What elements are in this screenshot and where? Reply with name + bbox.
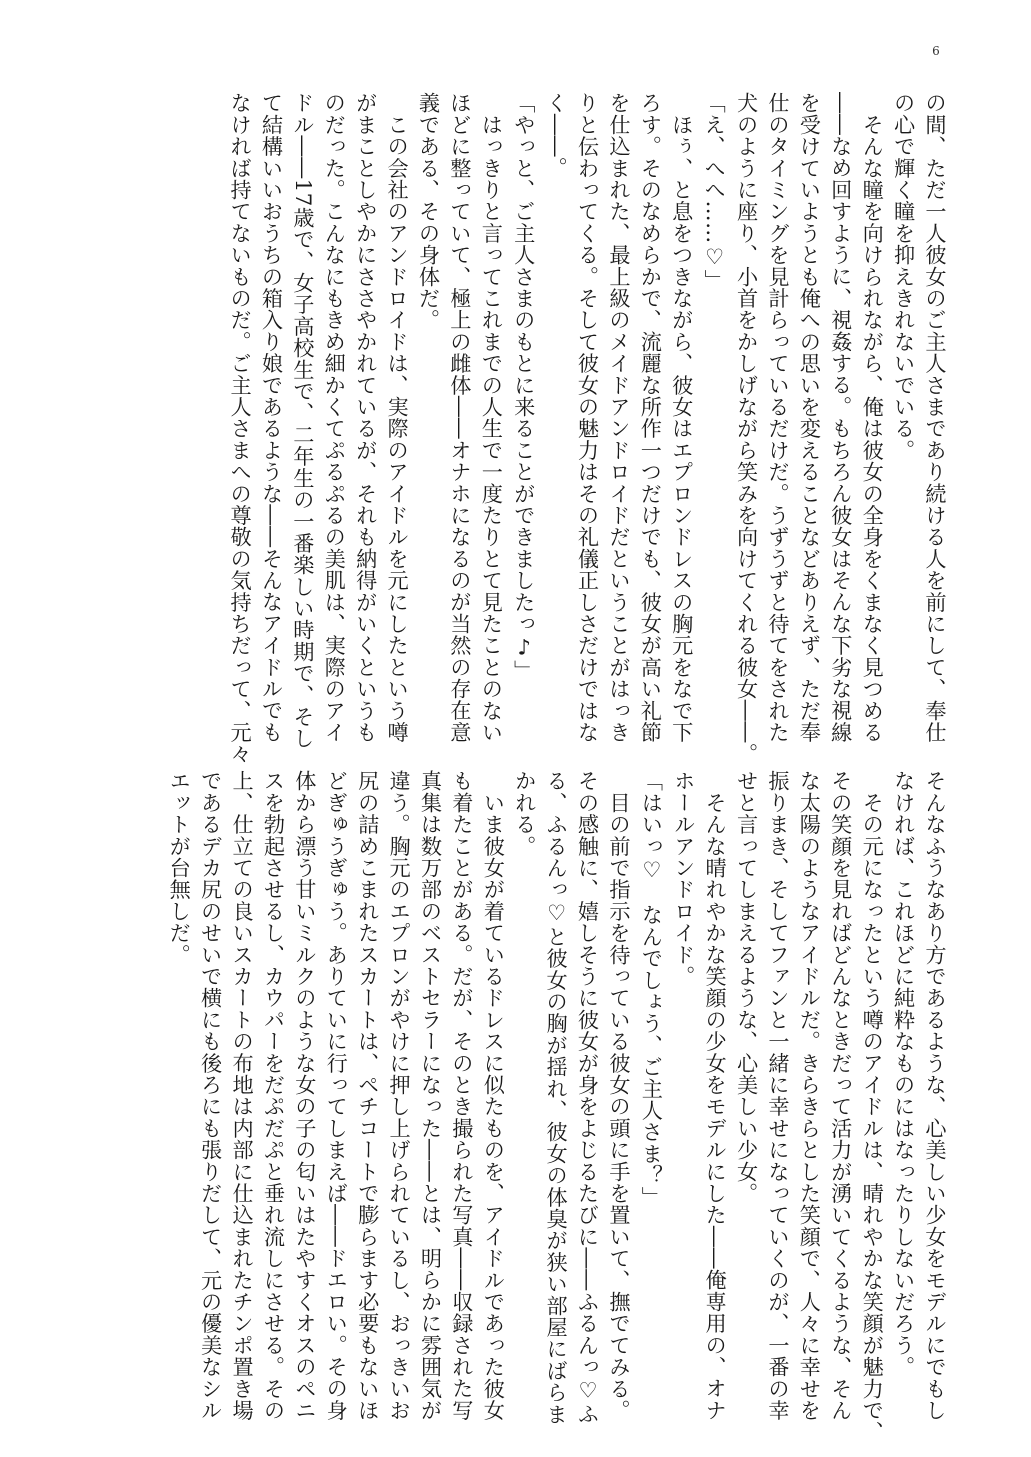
text-line: て結構いいおうちの箱入り娘であるような――そんなアイドルでも xyxy=(259,92,285,743)
text-line: そんな晴れやかな笑顔の少女をモデルにした――俺専用の、オナ xyxy=(703,770,729,1421)
text-line: がまことしやかにささやかれているが、それも納得がいくというも xyxy=(353,92,379,743)
page-number: 6 xyxy=(932,44,940,58)
text-line: そんなふうなあり方であるような、心美しい少女をモデルにでもし xyxy=(923,770,948,1421)
text-line: せと言ってしまえるような、心美しい少女。 xyxy=(734,770,760,1204)
text-line: 「やっと、ご主人さまのもとに来ることができましたっ♪」 xyxy=(511,92,537,682)
text-line: かれる。 xyxy=(512,770,538,857)
text-line xyxy=(540,92,541,692)
text-line: そんな瞳を向けられながら、俺は彼女の全身をくまなく見つめる xyxy=(860,92,886,743)
text-line: を受けていようとも俺への思いを変えることなどありえず、ただ奉 xyxy=(797,92,823,743)
text-line: なければ持てないものだ。ご主人さまへの尊敬の気持ちだって、元々 xyxy=(228,92,254,765)
text-line: な太陽のようなアイドルだ。きらきらとした笑顔で、人々に幸せを xyxy=(797,770,823,1421)
text-line: 体から漂う甘いミルクのような女の子の匂いはたやすくオスのペニ xyxy=(292,770,318,1421)
text-line: く――。 xyxy=(544,92,570,179)
text-line: この会社のアンドロイドは、実際のアイドルを元にしたという噂 xyxy=(385,92,411,743)
text-line: 仕のタイミングを見計らっているだけだ。うずうずと待てをされた xyxy=(765,92,791,743)
text-line: 義である、その身体だ。 xyxy=(416,92,442,331)
text-line: 振りまき、そしてファンと一緒に幸せになっていくのが、一番の幸 xyxy=(765,770,791,1421)
text-line: も着たことがある。だが、そのとき撮られた写真――収録された写 xyxy=(449,770,475,1421)
bottom-text-block xyxy=(164,770,951,1443)
text-line: ――なめ回すように、視姦する。もちろん彼女はそんな下劣な視線 xyxy=(828,92,854,743)
text-line: スを勃起させるし、カウパーをだぷだぷと垂れ流しにさせる。その xyxy=(261,770,287,1421)
text-line: その元になったという噂のアイドルは、晴れやかな笑顔が魅力で、 xyxy=(860,770,886,1443)
text-line: であるデカ尻のせいで横にも後ろにも張りだして、元の優美なシル xyxy=(198,770,224,1421)
top-text-block xyxy=(225,92,951,765)
text-line: の間、ただ一人彼女のご主人さまであり続ける人を前にして、奉仕 xyxy=(923,92,948,743)
text-line: その感触に、嬉しそうに彼女が身をよじるたびに――ふるんっ♡ふ xyxy=(575,770,601,1425)
text-line: を仕込まれた、最上級のメイドアンドロイドだということがはっき xyxy=(606,92,632,743)
text-line: る、ふるんっ♡と彼女の胸が揺れ、彼女の体臭が狭い部屋にばらま xyxy=(544,770,570,1425)
text-line: どぎゅうぎゅう。ありていに行ってしまえば――ドエロい。その身 xyxy=(324,770,350,1421)
text-line: エットが台無しだ。 xyxy=(167,770,193,966)
text-line: ほぅ、と息をつきながら、彼女はエプロンドレスの胸元をなで下 xyxy=(669,92,695,743)
text-line: 真集は数万部のベストセラーになった――とは、明らかに雰囲気が xyxy=(418,770,444,1421)
text-line: の心で輝く瞳を抑えきれないでいる。 xyxy=(891,92,917,461)
text-line: はっきりと言ってこれまでの人生で一度たりとて見たことのない xyxy=(479,92,505,743)
text-line: 目の前で指示を待っている彼女の頭に手を置いて、撫でてみる。 xyxy=(606,770,632,1421)
text-line: ホールアンドロイド。 xyxy=(671,770,697,987)
text-line: 違う。胸元のエプロンがやけに押し上げられているし、おっきいお xyxy=(387,770,413,1421)
text-line: りと伝わってくる。そして彼女の魅力はその礼儀正しさだけではな xyxy=(575,92,601,743)
text-line: ろす。そのなめらかで、流麗な所作一つだけでも、彼女が高い礼節 xyxy=(638,92,664,743)
text-line: 犬のように座り、小首をかしげながら笑みを向けてくれる彼女――。 xyxy=(734,92,760,765)
text-line: 「え、へへ……♡」 xyxy=(702,92,728,292)
text-line: 「はいっ♡ なんでしょう、ご主人さま？」 xyxy=(639,770,665,1208)
text-line: ほどに整っていて、極上の雌体――オナホになるのが当然の存在意 xyxy=(447,92,473,743)
text-line: 尻の詰めこまれたスカートは、ペチコートで膨らます必要もないほ xyxy=(355,770,381,1421)
text-line: なければ、これほどに純粋なものにはなったりしないだろう。 xyxy=(891,770,917,1378)
text-line: 上、仕立ての良いスカートの布地は内部に仕込まれたチンポ置き場 xyxy=(230,770,256,1421)
text-line: その笑顔を見ればどんなときだって活力が湧いてくるような、そん xyxy=(828,770,854,1421)
text-line: いま彼女が着ているドレスに似たものを、アイドルであった彼女 xyxy=(481,770,507,1421)
text-line: ドル――17歳で、女子高校生で、二年生の一番楽しい時期で、そし xyxy=(290,92,316,750)
text-line: のだった。こんなにもきめ細かくてぷるぷるの美肌は、実際のアイ xyxy=(322,92,348,743)
